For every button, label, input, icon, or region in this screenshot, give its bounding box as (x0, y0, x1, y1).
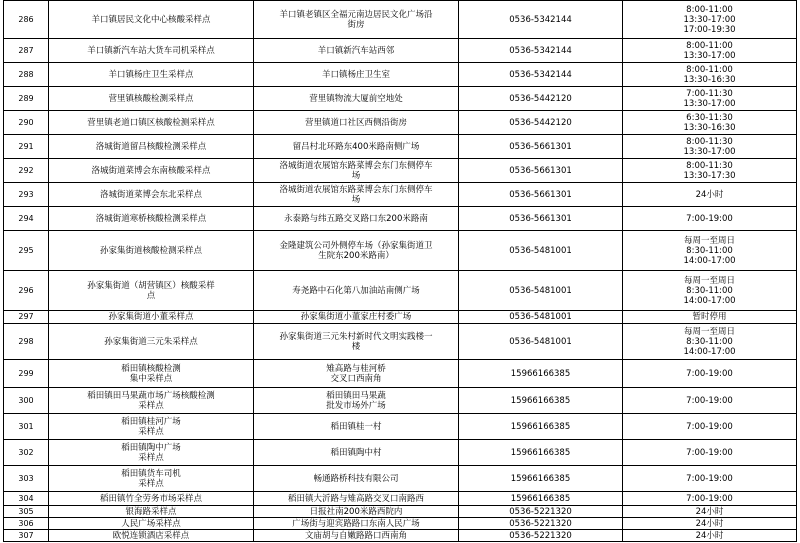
row-number: 286 (4, 1, 49, 39)
row-number: 295 (4, 231, 49, 271)
site-name (49, 271, 254, 311)
site-address-line: 畅通路桥科技有限公司 (313, 473, 399, 484)
site-name (49, 492, 254, 506)
contact-phone: 15966166385 (459, 492, 623, 506)
row-number: 307 (4, 530, 49, 542)
site-address (254, 440, 459, 466)
contact-phone: 0536-5442120 (459, 111, 623, 135)
table-row (4, 231, 797, 271)
table-row (4, 207, 797, 231)
site-name (49, 324, 254, 360)
site-address (254, 492, 459, 506)
site-address (254, 518, 459, 530)
site-address (254, 530, 459, 542)
service-hours-line: 7:00-19:00 (686, 493, 733, 504)
site-name-line: 采样点 (138, 478, 164, 489)
service-hours (623, 87, 797, 111)
site-name-line: 欧悦连锁酒店采样点 (112, 530, 190, 541)
site-address (254, 506, 459, 518)
contact-phone: 0536-5221320 (459, 506, 623, 518)
service-hours-line: 24小时 (695, 518, 724, 529)
site-name (49, 466, 254, 492)
service-hours (623, 506, 797, 518)
row-number: 289 (4, 87, 49, 111)
site-name-line: 营里镇核酸检测采样点 (108, 93, 194, 104)
row-number: 294 (4, 207, 49, 231)
site-name-line: 稻田镇田马果蔬市场广场核酸检测 (87, 390, 215, 401)
site-address-line: 洛城街道农展馆东路菜博会东门东侧停车 (279, 160, 433, 171)
table-row (4, 311, 797, 324)
table-row (4, 440, 797, 466)
site-name-line: 稻田镇核酸检测 (121, 363, 181, 374)
service-hours-line: 8:00-11:00 (686, 64, 733, 75)
site-address (254, 207, 459, 231)
table-row (4, 360, 797, 388)
site-name (49, 183, 254, 207)
site-address (254, 271, 459, 311)
site-address-line: 场 (351, 194, 361, 205)
row-number: 304 (4, 492, 49, 506)
site-address (254, 63, 459, 87)
site-name (49, 87, 254, 111)
service-hours (623, 440, 797, 466)
service-hours-line: 8:30-11:00 (686, 336, 733, 347)
contact-phone: 0536-5221320 (459, 518, 623, 530)
service-hours (623, 39, 797, 63)
service-hours (623, 63, 797, 87)
service-hours-line: 8:00-11:30 (686, 160, 733, 171)
site-address-line: 稻田镇桂一村 (330, 421, 382, 432)
service-hours-line: 13:30-17:00 (683, 14, 736, 25)
service-hours-line: 8:00-11:30 (686, 136, 733, 147)
service-hours-line: 24小时 (695, 506, 724, 517)
site-address-line: 营里镇道口社区西侧沿街房 (304, 117, 407, 128)
site-address (254, 87, 459, 111)
site-address-line: 孙家集街道三元朱村新时代文明实践楼一 (279, 331, 433, 342)
service-hours (623, 231, 797, 271)
row-number: 301 (4, 414, 49, 440)
site-name-line: 稻田镇陶中广场 (121, 442, 181, 453)
site-address-line: 批发市场外广场 (326, 400, 386, 411)
site-name (49, 388, 254, 414)
table-row (4, 1, 797, 39)
service-hours-line: 17:00-19:30 (683, 24, 736, 35)
contact-phone: 0536-5221320 (459, 530, 623, 542)
contact-phone: 15966166385 (459, 388, 623, 414)
site-address-line: 交叉口西南角 (330, 373, 382, 384)
service-hours-line: 暂时停用 (692, 312, 727, 322)
service-hours (623, 135, 797, 159)
site-name-line: 点 (146, 290, 156, 301)
site-name (49, 39, 254, 63)
service-hours (623, 1, 797, 39)
service-hours-line: 8:30-11:00 (686, 285, 733, 296)
service-hours (623, 492, 797, 506)
site-name (49, 135, 254, 159)
site-address-line: 金隆建筑公司外侧停车场（孙家集街道卫 (279, 240, 433, 251)
site-address (254, 39, 459, 63)
site-name-line: 孙家集街道（胡营镇区）核酸采样 (87, 280, 215, 291)
site-name (49, 1, 254, 39)
site-address (254, 1, 459, 39)
table-row (4, 183, 797, 207)
contact-phone: 0536-5481001 (459, 231, 623, 271)
table-row (4, 159, 797, 183)
service-hours-line: 7:00-19:00 (686, 447, 733, 458)
site-name (49, 506, 254, 518)
contact-phone: 0536-5342144 (459, 39, 623, 63)
site-name (49, 231, 254, 271)
service-hours-line: 7:00-19:00 (686, 473, 733, 484)
site-address-line: 留吕村北环路东400米路南侧广场 (292, 141, 420, 152)
service-hours (623, 111, 797, 135)
row-number: 298 (4, 324, 49, 360)
row-number: 303 (4, 466, 49, 492)
site-name (49, 414, 254, 440)
site-name-line: 孙家集街道核酸检测采样点 (99, 245, 202, 256)
row-number: 287 (4, 39, 49, 63)
contact-phone: 0536-5481001 (459, 324, 623, 360)
service-hours-line: 7:00-19:00 (686, 368, 733, 379)
contact-phone: 15966166385 (459, 414, 623, 440)
site-address-line: 营里镇物流大厦前空地处 (309, 93, 403, 104)
site-address (254, 360, 459, 388)
site-address-line: 文庙胡与自嫩路路口西南角 (304, 530, 407, 541)
site-address-line: 楼 (351, 341, 361, 352)
service-hours-line: 每周一至周日 (683, 326, 735, 337)
site-name-line: 银海路采样点 (125, 506, 177, 517)
service-hours-line: 8:00-11:00 (686, 40, 733, 51)
site-address (254, 388, 459, 414)
contact-phone: 15966166385 (459, 466, 623, 492)
site-name-line: 洛城街道留吕核酸检测采样点 (95, 141, 207, 152)
site-address (254, 111, 459, 135)
service-hours-line: 每周一至周日 (683, 235, 735, 246)
contact-phone: 0536-5342144 (459, 1, 623, 39)
site-address-line: 雉高路与桂河桥 (326, 363, 386, 374)
row-number: 305 (4, 506, 49, 518)
service-hours-line: 7:00-11:30 (686, 88, 733, 99)
contact-phone: 0536-5442120 (459, 87, 623, 111)
site-name (49, 440, 254, 466)
site-name-line: 羊口镇杨庄卫生采样点 (108, 69, 194, 80)
table-row (4, 466, 797, 492)
site-address (254, 231, 459, 271)
site-address (254, 466, 459, 492)
site-address-line: 洛城街道农展馆东路菜博会东门东侧停车 (279, 184, 433, 195)
site-address-line: 寿尧路中石化第八加油站南侧广场 (292, 285, 420, 296)
row-number: 300 (4, 388, 49, 414)
table-row (4, 111, 797, 135)
service-hours (623, 207, 797, 231)
service-hours-line: 14:00-17:00 (683, 346, 736, 357)
service-hours-line: 7:00-19:00 (686, 421, 733, 432)
service-hours-line: 24小时 (695, 189, 724, 200)
site-name-line: 人民广场采样点 (121, 518, 181, 529)
site-address-line: 羊口镇新汽车站西邻 (317, 45, 395, 56)
site-name-line: 集中采样点 (129, 373, 173, 384)
site-name-line: 稻田镇竹全劳务市场采样点 (99, 493, 202, 504)
site-address (254, 183, 459, 207)
service-hours (623, 360, 797, 388)
row-number: 291 (4, 135, 49, 159)
table-row (4, 271, 797, 311)
contact-phone: 0536-5661301 (459, 207, 623, 231)
service-hours (623, 324, 797, 360)
contact-phone: 0536-5481001 (459, 271, 623, 311)
site-address (254, 159, 459, 183)
table-row (4, 492, 797, 506)
site-name-line: 孙家集街道小董采样点 (108, 312, 194, 322)
row-number: 288 (4, 63, 49, 87)
service-hours-line: 6:30-11:30 (686, 112, 733, 123)
site-address-line: 羊口镇杨庄卫生室 (321, 69, 390, 80)
site-address (254, 324, 459, 360)
service-hours (623, 159, 797, 183)
site-name (49, 311, 254, 324)
service-hours-line: 14:00-17:00 (683, 255, 736, 266)
site-name (49, 518, 254, 530)
table-row (4, 135, 797, 159)
table-row (4, 39, 797, 63)
row-number: 302 (4, 440, 49, 466)
contact-phone: 0536-5661301 (459, 183, 623, 207)
table-row (4, 518, 797, 530)
service-hours (623, 530, 797, 542)
service-hours (623, 183, 797, 207)
site-address-line: 稻田镇大沂路与雉高路交叉口南路西 (287, 493, 424, 504)
table-row (4, 530, 797, 542)
site-name (49, 207, 254, 231)
service-hours-line: 每周一至周日 (683, 275, 735, 286)
row-number: 296 (4, 271, 49, 311)
service-hours-line: 13:30-16:30 (683, 74, 736, 85)
site-name (49, 63, 254, 87)
service-hours-line: 13:30-17:00 (683, 146, 736, 157)
service-hours-line: 7:00-19:00 (686, 395, 733, 406)
service-hours-line: 24小时 (695, 530, 724, 541)
site-name-line: 营里镇老道口镇区核酸检测采样点 (87, 117, 215, 128)
site-name (49, 360, 254, 388)
service-hours-line: 7:00-19:00 (686, 213, 733, 224)
service-hours-line: 8:30-11:00 (686, 245, 733, 256)
table-body (4, 1, 797, 542)
service-hours-line: 13:30-17:30 (683, 170, 736, 181)
site-name-line: 羊口镇新汽车站大货车司机采样点 (87, 45, 215, 56)
row-number: 293 (4, 183, 49, 207)
site-name (49, 111, 254, 135)
row-number: 306 (4, 518, 49, 530)
service-hours-line: 13:30-17:00 (683, 50, 736, 61)
site-address-line: 稻田镇陶中村 (330, 447, 382, 458)
contact-phone: 0536-5481001 (459, 311, 623, 324)
site-name-line: 洛城街道菜博会东南核酸采样点 (91, 165, 211, 176)
site-address-line: 羊口镇老镇区全福元南边居民文化广场沿 (279, 9, 433, 20)
site-name (49, 530, 254, 542)
service-hours (623, 388, 797, 414)
site-address-line: 孙家集街道小董家庄村委广场 (300, 312, 412, 322)
site-name (49, 159, 254, 183)
table-row (4, 87, 797, 111)
table-row (4, 388, 797, 414)
site-address (254, 135, 459, 159)
service-hours (623, 466, 797, 492)
contact-phone: 0536-5661301 (459, 159, 623, 183)
service-hours-line: 8:00-11:00 (686, 4, 733, 15)
row-number: 299 (4, 360, 49, 388)
site-name-line: 羊口镇居民文化中心核酸采样点 (91, 14, 211, 25)
contact-phone: 15966166385 (459, 440, 623, 466)
service-hours-line: 13:30-16:30 (683, 122, 736, 133)
service-hours (623, 518, 797, 530)
site-address-line: 广场街与迎宾路路口东南人民广场 (292, 518, 420, 529)
site-name-line: 采样点 (138, 426, 164, 437)
site-address-line: 场 (351, 170, 361, 181)
contact-phone: 0536-5661301 (459, 135, 623, 159)
row-number: 297 (4, 311, 49, 324)
table-row (4, 414, 797, 440)
site-name-line: 洛城街道菜博会东北采样点 (99, 189, 202, 200)
site-name-line: 稻田镇桂河广场 (121, 416, 181, 427)
service-hours-line: 13:30-17:00 (683, 98, 736, 109)
row-number: 292 (4, 159, 49, 183)
site-address-line: 永泰路与纬五路交叉路口东200米路南 (284, 213, 428, 224)
site-address (254, 311, 459, 324)
site-name-line: 采样点 (138, 400, 164, 411)
site-address-line: 稻田镇田马果蔬 (326, 390, 386, 401)
table-row (4, 324, 797, 360)
contact-phone: 15966166385 (459, 360, 623, 388)
table-row (4, 63, 797, 87)
sampling-sites-table (3, 0, 797, 542)
site-address-line: 生院东200米路南） (318, 250, 394, 261)
service-hours (623, 414, 797, 440)
site-name-line: 孙家集街道三元朱采样点 (104, 336, 198, 347)
contact-phone: 0536-5342144 (459, 63, 623, 87)
site-address (254, 414, 459, 440)
site-name-line: 洛城街道寒桥核酸检测采样点 (95, 213, 207, 224)
row-number: 290 (4, 111, 49, 135)
service-hours-line: 14:00-17:00 (683, 295, 736, 306)
service-hours (623, 271, 797, 311)
site-address-line: 街房 (347, 19, 365, 30)
site-name-line: 采样点 (138, 452, 164, 463)
site-address-line: 日报社南200米路西院内 (309, 506, 403, 517)
site-name-line: 稻田镇货车司机 (121, 468, 181, 479)
table-row (4, 506, 797, 518)
service-hours (623, 311, 797, 324)
